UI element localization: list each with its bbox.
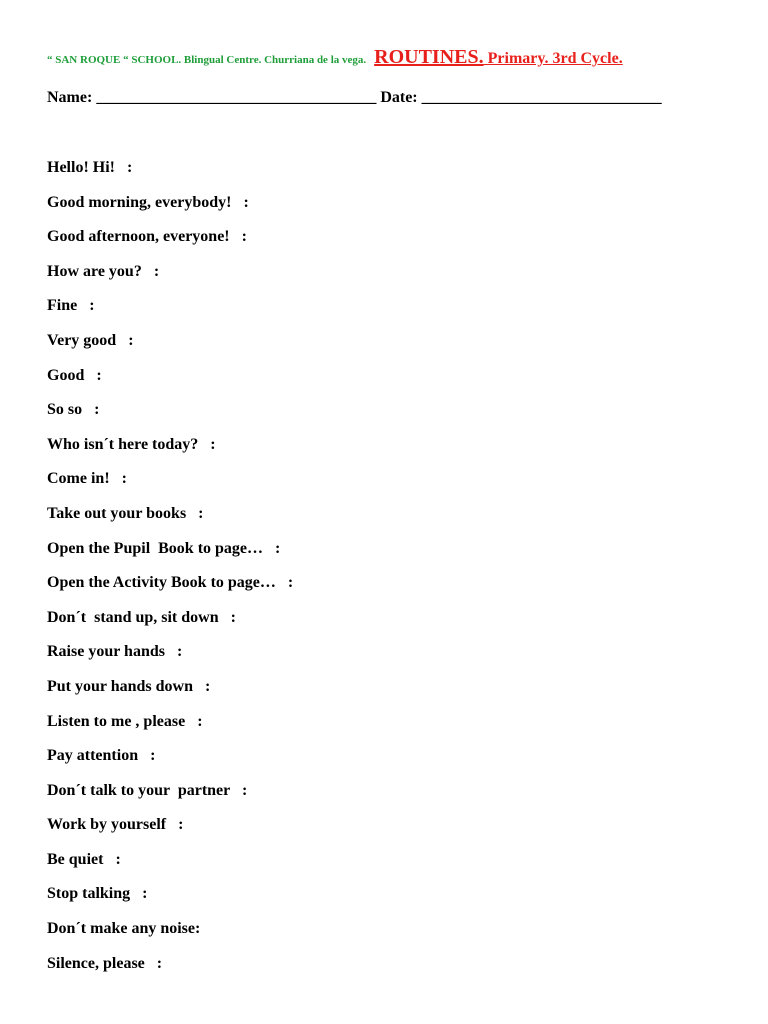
school-name: “ SAN ROQUE “ SCHOOL. Blingual Centre. Churriana de la vega. bbox=[47, 54, 367, 66]
name-date-row bbox=[47, 89, 662, 107]
routine-item: Put your hands down : bbox=[47, 677, 211, 695]
date-blank: ______________________________ bbox=[421, 89, 662, 106]
routine-item: Hello! Hi! : bbox=[47, 159, 133, 176]
routine-item: Who isn´t here today? : bbox=[47, 435, 216, 453]
worksheet-subtitle: Primary. 3rd Cycle. bbox=[483, 50, 623, 67]
name-blank: ___________________________________ bbox=[96, 89, 377, 106]
routine-item: Very good : bbox=[47, 331, 134, 349]
routine-item: Raise your hands : bbox=[47, 643, 183, 661]
routine-item: So so : bbox=[47, 401, 100, 419]
routine-item: Good afternoon, everyone! : bbox=[47, 228, 247, 246]
routine-item: How are you? : bbox=[47, 262, 160, 280]
routine-item: Stop talking : bbox=[47, 885, 148, 903]
routine-item: Don´t make any noise: bbox=[47, 920, 201, 938]
routine-item: Listen to me , please : bbox=[47, 712, 203, 730]
routine-item: Come in! : bbox=[47, 470, 127, 488]
date-label: Date: bbox=[380, 89, 418, 106]
routines-list bbox=[47, 158, 727, 988]
routine-item: Open the Activity Book to page… : bbox=[47, 574, 294, 592]
routine-item: Work by yourself : bbox=[47, 816, 184, 834]
worksheet-header bbox=[47, 46, 737, 69]
routine-item: Pay attention : bbox=[47, 747, 156, 765]
routine-item: Good : bbox=[47, 366, 102, 384]
routine-item: Be quiet : bbox=[47, 850, 121, 868]
routine-item: Good morning, everybody! : bbox=[47, 193, 249, 211]
routine-item: Silence, please : bbox=[47, 954, 163, 972]
routine-item: Take out your books : bbox=[47, 504, 204, 522]
routine-item: Fine : bbox=[47, 297, 95, 315]
routine-item: Open the Pupil Book to page… : bbox=[47, 539, 281, 557]
name-label: Name: bbox=[47, 89, 93, 106]
worksheet-title: ROUTINES. bbox=[374, 46, 484, 68]
routine-item: Don´t talk to your partner : bbox=[47, 781, 248, 799]
routine-item: Don´t stand up, sit down : bbox=[47, 608, 236, 626]
